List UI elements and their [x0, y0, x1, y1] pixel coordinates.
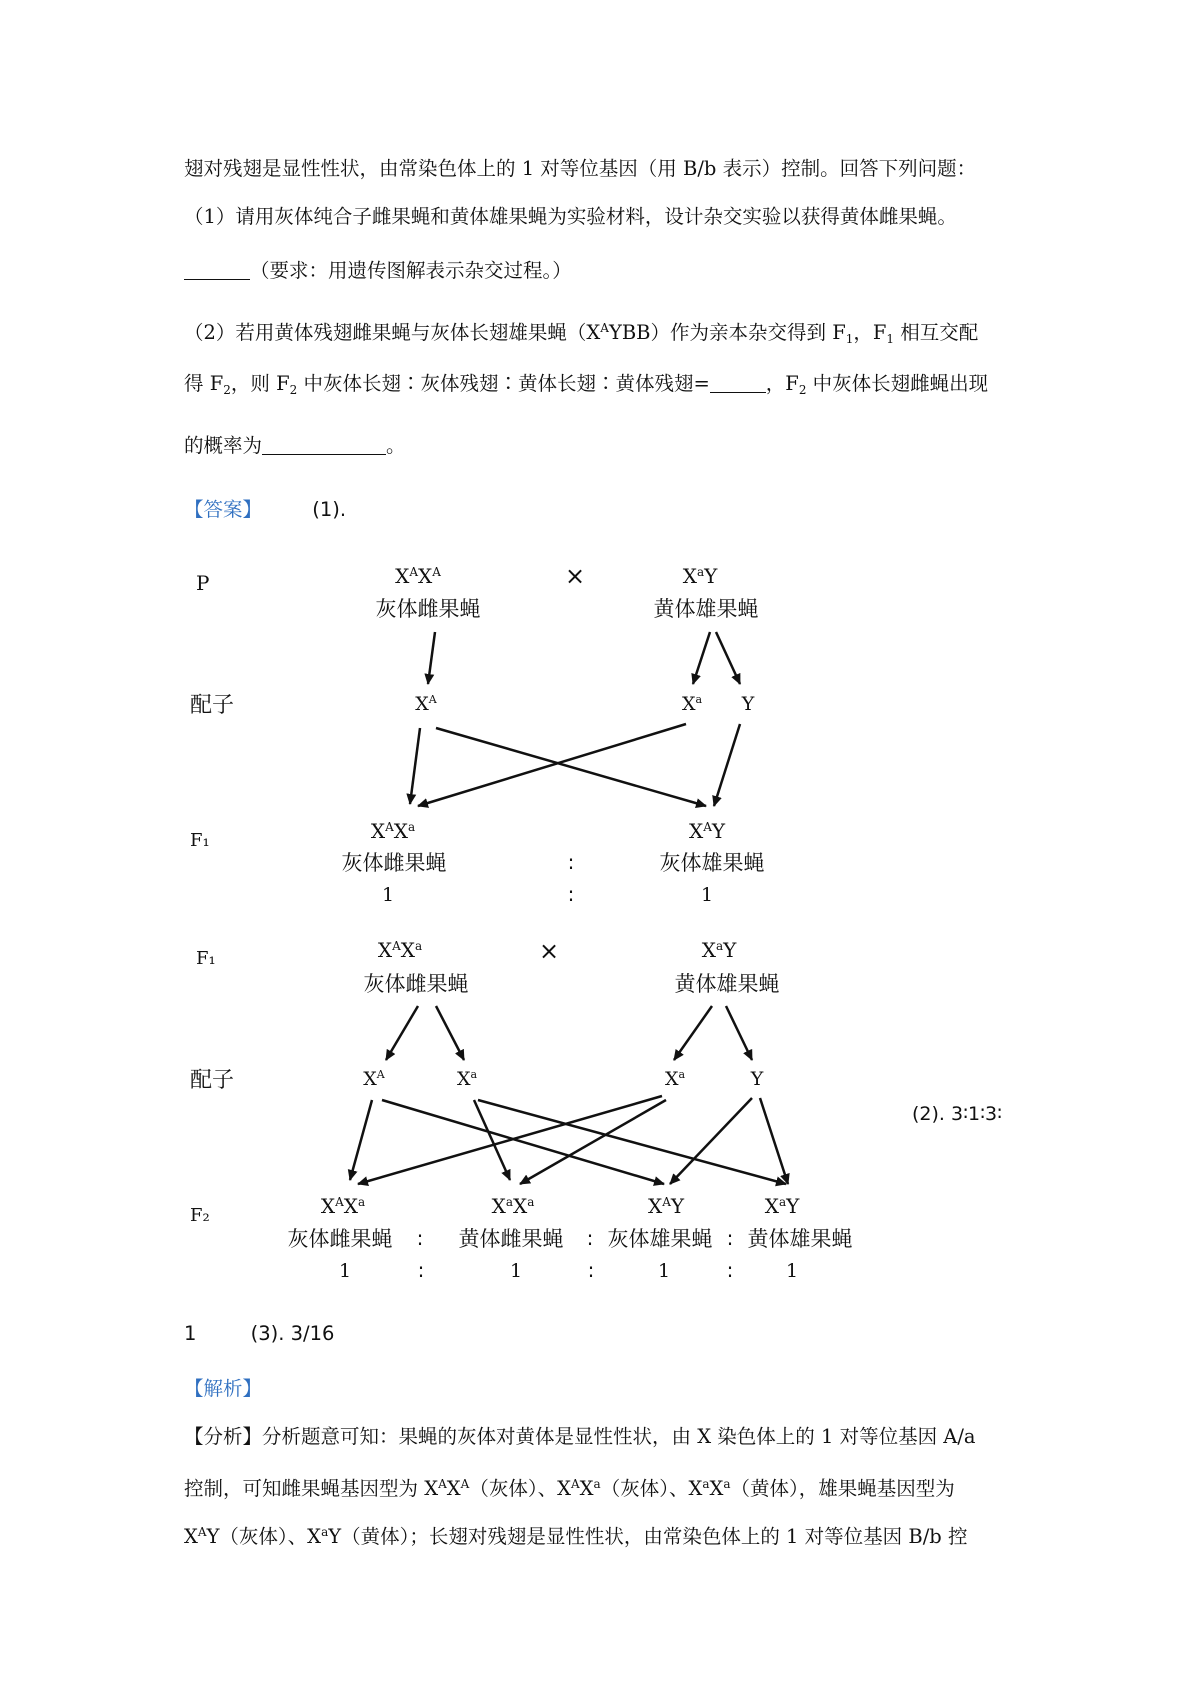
arrow	[474, 1100, 510, 1180]
answer-ratio-end: 1	[184, 1322, 197, 1345]
arrow	[436, 1006, 464, 1060]
question-text: 翅对残翅是显性性状，由常染色体上的 1 对等位基因（用 B/b 表示）控制。回答下列问题：	[184, 157, 977, 180]
parent-male-genotype: $X^aY$	[682, 564, 718, 588]
parent-female-genotype: $X^AX^A$	[395, 564, 441, 588]
ratio-colon: :	[587, 1258, 595, 1282]
question-part-2-cont: 得 $F_2$，则 $F_2$ 中灰体长翅∶灰体残翅∶黄体长翅∶黄体残翅= ，$F_2$ 中灰体长翅雌蝇出现	[184, 372, 989, 397]
f1-male-genotype: $X^aY$	[701, 938, 737, 962]
answer-label: 【答案】	[184, 498, 263, 521]
row-label-f2: F₂	[190, 1205, 210, 1226]
gamete-male-y: Y	[741, 693, 755, 715]
f1-male-genotype: $X^AY$	[688, 819, 726, 843]
row-label-gamete: 配子	[190, 693, 235, 718]
analysis-label: 【解析】	[184, 1377, 263, 1400]
arrow	[520, 1100, 666, 1184]
parent-male-phenotype: 黄体雄果蝇	[653, 597, 759, 621]
f2-genotype-1: $X^AX^a$	[320, 1194, 366, 1218]
f2-phenotype-3: 灰体雄果蝇	[607, 1227, 713, 1251]
arrow	[410, 728, 420, 804]
arrow	[386, 1006, 418, 1060]
arrow	[674, 1006, 712, 1060]
f2-phenotype-1: 灰体雌果蝇	[287, 1227, 393, 1251]
gamete-1: $X^A$	[363, 1068, 385, 1090]
question-part-1	[184, 203, 957, 231]
analysis-text: 【分析】分析题意可知：果蝇的灰体对黄体是显性性状，由 X 染色体上的 1 对等位基因 A/a	[184, 1425, 976, 1448]
row-label-f1: F₁	[190, 830, 210, 851]
question-text: （1）请用灰体纯合子雌果蝇和黄体雄果蝇为实验材料，设计杂交实验以获得黄体雌果蝇。	[184, 205, 957, 228]
ratio-value: 1	[509, 1260, 523, 1282]
gamete-male-x: $X^a$	[681, 693, 703, 715]
ratio-colon: :	[586, 1226, 594, 1250]
analysis-line-2: 控制，可知雌果蝇基因型为 $X^AX^A$（灰体）、$X^AX^a$（灰体）、$X^aX^a$（黄体），雄果蝇基因型为	[184, 1477, 955, 1500]
analysis-header	[184, 1375, 262, 1403]
f1-male-phenotype: 黄体雄果蝇	[674, 972, 780, 996]
ratio-colon: :	[567, 882, 575, 906]
arrow	[350, 1100, 372, 1180]
answer-blank	[184, 279, 250, 280]
ratio-colon: :	[417, 1258, 425, 1282]
question-part-2-probability: 的概率为 。	[184, 434, 406, 457]
arrow	[760, 1098, 788, 1184]
f2-genotype-3: $X^AY$	[647, 1194, 685, 1218]
question-part-1-requirement	[184, 257, 572, 285]
gamete-3: $X^a$	[664, 1068, 686, 1090]
f1-female-phenotype: 灰体雌果蝇	[363, 972, 469, 996]
ratio-value: 1	[700, 884, 714, 906]
f1-female-genotype: $X^AX^a$	[370, 819, 416, 843]
parent-female-phenotype: 灰体雌果蝇	[375, 597, 481, 621]
answer-part-3: (3). 3/16	[250, 1322, 335, 1345]
answer-continuation	[184, 1320, 334, 1348]
ratio-value: 1	[785, 1260, 799, 1282]
ratio-value: 1	[381, 884, 395, 906]
f2-genotype-2: $X^aX^a$	[491, 1194, 535, 1218]
arrow	[428, 632, 435, 684]
cross-sign: ×	[564, 562, 586, 590]
arrow	[726, 1006, 752, 1060]
gamete-female: $X^A$	[415, 693, 437, 715]
answer-header	[184, 496, 346, 524]
answer-blank	[262, 454, 386, 455]
f2-phenotype-2: 黄体雌果蝇	[458, 1227, 564, 1251]
arrow	[436, 728, 706, 806]
answer-part-1: (1).	[312, 498, 347, 521]
answer-part-2: (2). 3∶1∶3∶	[912, 1103, 1003, 1125]
arrow	[714, 724, 740, 806]
arrow	[418, 724, 686, 806]
row-label-p: P	[196, 571, 210, 595]
ratio-colon: :	[726, 1226, 734, 1250]
row-label-f1: F₁	[196, 948, 216, 969]
cross-sign: ×	[538, 937, 560, 965]
ratio-value: 1	[338, 1260, 352, 1282]
ratio-colon: :	[416, 1226, 424, 1250]
f2-genotype-4: $X^aY$	[764, 1194, 800, 1218]
gamete-4: Y	[750, 1068, 764, 1090]
ratio-value: 1	[657, 1260, 671, 1282]
f1-female-phenotype: 灰体雌果蝇	[341, 851, 447, 875]
analysis-line-1	[184, 1423, 976, 1451]
analysis-line-3: $X^AY$（灰体）、$X^aY$（黄体）；长翅对残翅是显性性状，由常染色体上的 1 对等位基因 B/b 控	[184, 1525, 968, 1548]
question-text: （要求：用遗传图解表示杂交过程。）	[250, 259, 572, 282]
ratio-colon: :	[567, 850, 575, 874]
f1-female-genotype: $X^AX^a$	[377, 938, 423, 962]
arrow	[693, 632, 710, 684]
question-part-2: （2）若用黄体残翅雌果蝇与灰体长翅雄果蝇$(X^AYBB)$作为亲本杂交得到 $F_1$，$F_1$ 相互交配	[184, 321, 979, 346]
row-label-gamete: 配子	[190, 1068, 235, 1093]
gamete-2: $X^a$	[456, 1068, 478, 1090]
ratio-colon: :	[726, 1258, 734, 1282]
f1-male-phenotype: 灰体雄果蝇	[659, 851, 765, 875]
f2-phenotype-4: 黄体雄果蝇	[747, 1227, 853, 1251]
genetic-cross-diagram	[0, 540, 1200, 1300]
question-line-1	[184, 155, 976, 183]
arrow	[716, 632, 740, 684]
answer-blank	[710, 392, 766, 393]
